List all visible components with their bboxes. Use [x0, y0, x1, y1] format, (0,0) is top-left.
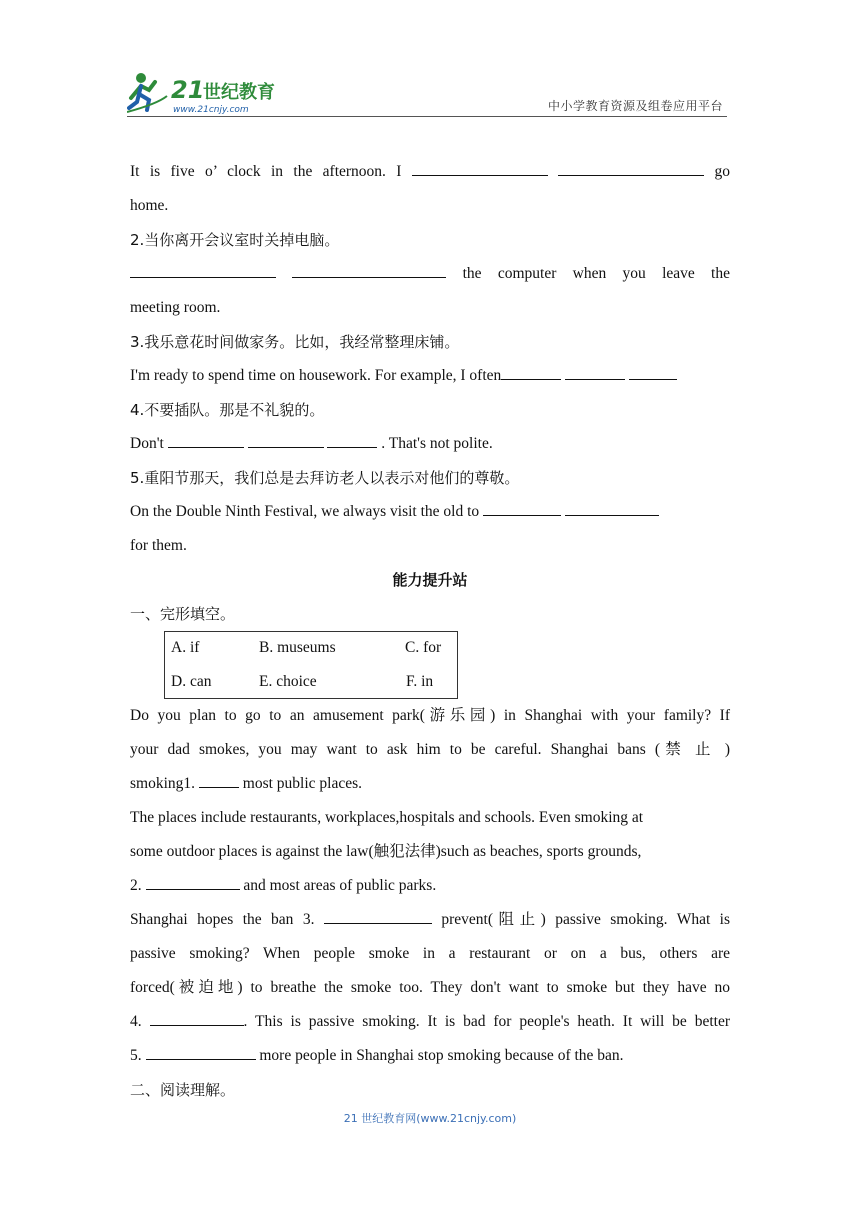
cloze-p3-line-2: passive smoking? When people smoke in a restaurant or on a bus, others are — [130, 945, 730, 962]
q4-line — [130, 427, 730, 461]
q3-blank-1[interactable] — [501, 361, 561, 380]
cloze-text: most public places. — [242, 775, 363, 792]
cloze-p2-line-3 — [130, 869, 730, 903]
cloze-blank-4[interactable] — [150, 1007, 244, 1026]
cloze-blank-5[interactable] — [146, 1041, 256, 1060]
svg-text:世纪教育: 世纪教育 — [203, 82, 275, 103]
q2-blank-1[interactable] — [130, 259, 276, 278]
page-header — [127, 66, 727, 120]
q3-blank-2[interactable] — [565, 361, 625, 380]
cloze-text: more people in Shanghai stop smoking because of the ban. — [259, 1047, 624, 1064]
section-title: 能力提升站 — [392, 571, 468, 589]
option-d: D. can — [171, 673, 212, 690]
cloze-text: 2. — [130, 877, 142, 894]
option-f: F. in — [406, 673, 434, 690]
q2-blank-2[interactable] — [292, 259, 446, 278]
q5-text: On the Double Ninth Festival, we always visit the old to — [130, 503, 480, 520]
cloze-text: smoking1. — [130, 775, 196, 792]
cloze-blank-2[interactable] — [146, 871, 240, 890]
q5-line-2: for them. — [130, 537, 187, 554]
q2-text: the computer when you leave the — [462, 265, 730, 282]
q5-blank-2[interactable] — [565, 497, 659, 516]
q5-chinese: 5.重阳节那天，我们总是去拜访老人以表示对他们的尊敬。 — [130, 469, 520, 487]
q3-chinese: 3.我乐意花时间做家务。比如，我经常整理床铺。 — [130, 333, 460, 351]
q3-blank-3[interactable] — [629, 361, 677, 380]
q2-chinese: 2.当你离开会议室时关掉电脑。 — [130, 231, 340, 249]
cloze-p1-line-3 — [130, 767, 730, 801]
cloze-text: prevent(阻止) passive smoking. What is — [441, 911, 731, 928]
option-c: C. for — [405, 639, 442, 656]
worksheet-content — [130, 155, 730, 1107]
cloze-p2-line-2: some outdoor places is against the law(触犯法律)such as beaches, sports grounds, — [130, 843, 642, 860]
q3-text: I'm ready to spend time on housework. For example, I often — [130, 367, 502, 384]
svg-text:www.21cnjy.com: www.21cnjy.com — [173, 105, 249, 115]
cloze-p2-line-1: The places include restaurants, workplaces,hospitals and schools. Even smoking at — [130, 809, 644, 826]
cloze-text: Shanghai hopes the ban 3. — [130, 911, 315, 928]
cloze-text: and most areas of public parks. — [243, 877, 437, 894]
q5-line — [130, 495, 730, 529]
q1-line-2: home. — [130, 197, 169, 214]
q3-line — [130, 359, 730, 393]
cloze-text: 5. — [130, 1047, 142, 1064]
cloze-p1-line-1: Do you plan to go to an amusement park(游乐园) in Shanghai with your family? If — [130, 707, 730, 724]
cloze-text: 4. — [130, 1013, 142, 1030]
q4-text: Don't — [130, 435, 164, 452]
q4-chinese: 4.不要插队。那是不礼貌的。 — [130, 401, 325, 419]
site-logo — [127, 68, 297, 116]
cloze-options-box — [164, 631, 458, 699]
cloze-p3-line-1 — [130, 903, 730, 937]
q1-text-after: go — [714, 163, 731, 180]
svg-text:21: 21 — [171, 76, 205, 104]
cloze-heading: 一、完形填空。 — [130, 605, 236, 623]
q4-blank-2[interactable] — [248, 429, 324, 448]
platform-label: 中小学教育资源及组卷应用平台 — [547, 99, 723, 113]
q1-blank-1[interactable] — [412, 157, 548, 176]
q1-line — [130, 155, 730, 189]
q2-line — [130, 257, 730, 291]
option-b: B. museums — [259, 639, 336, 656]
q5-blank-1[interactable] — [483, 497, 561, 516]
cloze-p3-line-5 — [130, 1039, 730, 1073]
q2-line-2: meeting room. — [130, 299, 221, 316]
q4-blank-3[interactable] — [327, 429, 377, 448]
cloze-blank-1[interactable] — [199, 769, 239, 788]
option-e: E. choice — [259, 673, 317, 690]
q1-blank-2[interactable] — [558, 157, 704, 176]
cloze-blank-3[interactable] — [324, 905, 432, 924]
q4-blank-1[interactable] — [168, 429, 244, 448]
reading-heading: 二、阅读理解。 — [130, 1081, 236, 1099]
q4-text-after: . That's not polite. — [381, 435, 493, 452]
cloze-text: . This is passive smoking. It is bad for people's heath. It will be better — [243, 1013, 731, 1030]
page-footer: 21 世纪教育网(www.21cnjy.com) — [343, 1112, 517, 1125]
q1-text: It is five o’ clock in the afternoon. I — [130, 163, 402, 180]
cloze-p3-line-4 — [130, 1005, 730, 1039]
header-divider — [127, 116, 727, 117]
cloze-p3-line-3: forced(被迫地) to breathe the smoke too. They don't want to smoke but they have no — [130, 979, 730, 996]
option-a: A. if — [171, 639, 200, 656]
cloze-p1-line-2: your dad smokes, you may want to ask him to be careful. Shanghai bans (禁 止 ) — [130, 741, 730, 758]
